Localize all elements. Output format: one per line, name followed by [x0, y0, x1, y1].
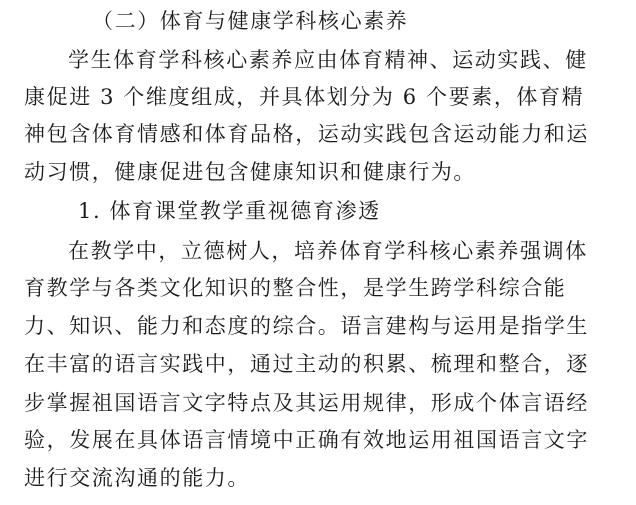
paragraph-2-line-2: 育教学与各类文化知识的整合性，是学生跨学科综合能 [24, 276, 567, 300]
subheading: 1. 体育课堂教学重视德育渗透 [78, 199, 381, 223]
paragraph-2-line-5: 步掌握祖国语言文字特点及其运用规律，形成个体言语经 [24, 391, 589, 415]
paragraph-2-line-6: 验，发展在具体语言情境中正确有效地运用祖国语言文字 [24, 428, 589, 452]
paragraph-1-line-3: 神包含体育情感和体育品格，运动实践包含运动能力和运 [24, 122, 589, 146]
paragraph-1-line-2: 康促进 3 个维度组成，并具体划分为 6 个要素，体育精 [24, 85, 585, 109]
paragraph-2-line-7: 进行交流沟通的能力。 [24, 466, 250, 490]
paragraph-2-line-4: 在丰富的语言实践中，通过主动的积累、梳理和整合，逐 [24, 352, 589, 376]
paragraph-2-line-1: 在教学中，立德树人，培养体育学科核心素养强调体 [68, 239, 588, 263]
section-heading: （二）体育与健康学科核心素养 [92, 9, 409, 33]
paragraph-1-line-1: 学生体育学科核心素养应由体育精神、运动实践、健 [68, 48, 588, 72]
paragraph-1-line-4: 动习惯，健康促进包含健康知识和健康行为。 [24, 160, 476, 184]
paragraph-2-line-3: 力、知识、能力和态度的综合。语言建构与运用是指学生 [24, 314, 589, 338]
